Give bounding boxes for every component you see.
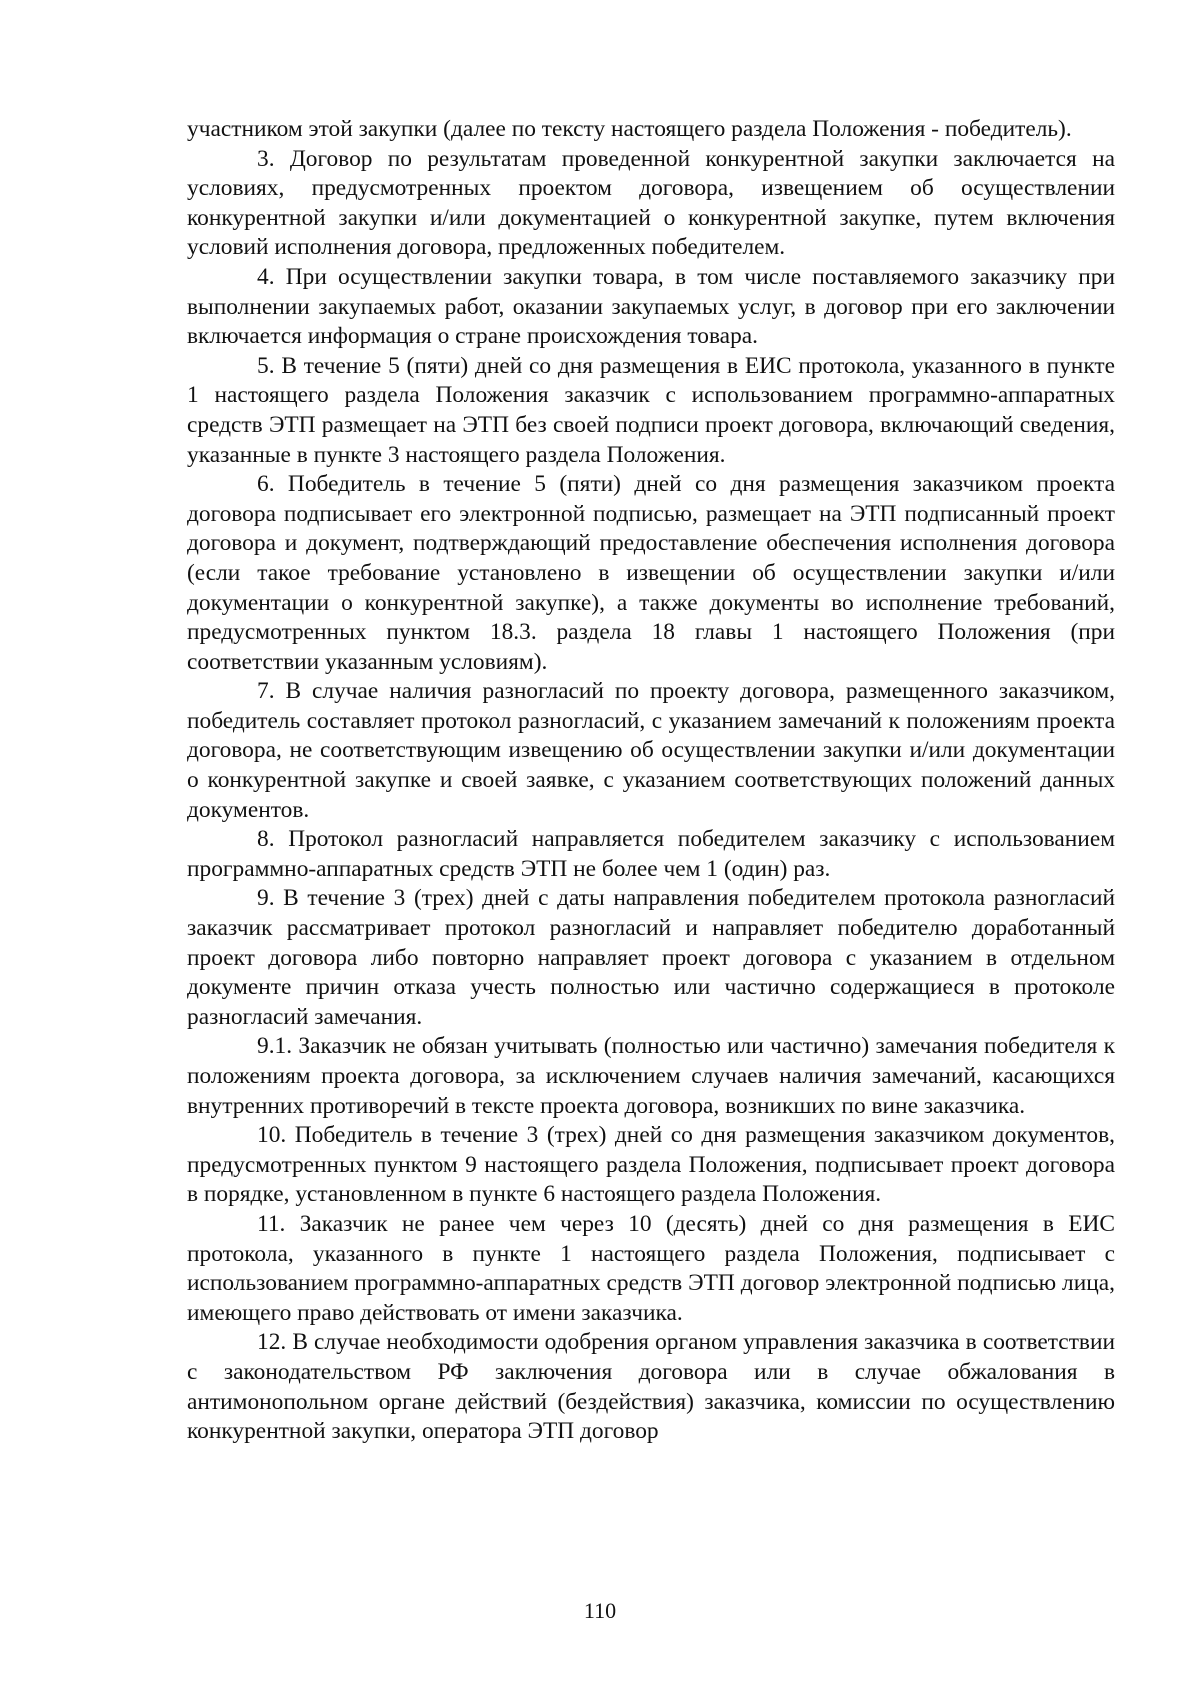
paragraph-item-6: 6. Победитель в течение 5 (пяти) дней со дня размещения заказчиком проекта договора подписывает его электронной подписью, размещает на ЭТП подписанный проект договора и документ, подтверждающий предоставление обеспечения исполнения договора (если такое требование установлено в извещении об осуществлении закупки и/или документации о конкурентной закупке), а также документы во исполнение требований, предусмотренных пунктом 18.3. раздела 18 главы 1 настоящего Положения (при соответствии указанным условиям). bbox=[187, 471, 1115, 675]
paragraph-continuation: участником этой закупки (далее по тексту настоящего раздела Положения - победитель). bbox=[187, 116, 1072, 142]
document-body bbox=[187, 115, 1115, 1447]
paragraph-item-11: 11. Заказчик не ранее чем через 10 (десять) дней со дня размещения в ЕИС протокола, указанного в пункте 1 настоящего раздела Положения, подписывает с использованием программно-аппаратных средств ЭТП договор электронной подписью лица, имеющего право действовать от имени заказчика. bbox=[187, 1210, 1115, 1326]
paragraph-item-8: 8. Протокол разногласий направляется победителем заказчику с использованием программно-аппаратных средств ЭТП не более чем 1 (один) раз. bbox=[187, 826, 1115, 882]
paragraph-item-7: 7. В случае наличия разногласий по проекту договора, размещенного заказчиком, победитель составляет протокол разногласий, с указанием замечаний к положениям проекта договора, не соответствующим извещению об осуществлении закупки и/или документации о конкурентной закупке и своей заявке, с указанием соответствующих положений данных документов. bbox=[187, 678, 1115, 823]
paragraph-item-9-1: 9.1. Заказчик не обязан учитывать (полностью или частично) замечания победителя к положениям проекта договора, за исключением случаев наличия замечаний, касающихся внутренних противоречий в тексте проекта договора, возникших по вине заказчика. bbox=[187, 1033, 1115, 1119]
paragraph-item-12: 12. В случае необходимости одобрения органом управления заказчика в соответствии с законодательством РФ заключения договора или в случае обжалования в антимонопольном органе действий (бездействия) заказчика, комиссии по осуществлению конкурентной закупки, оператора ЭТП договор bbox=[187, 1329, 1115, 1445]
paragraph-item-10: 10. Победитель в течение 3 (трех) дней со дня размещения заказчиком документов, предусмотренных пунктом 9 настоящего раздела Положения, подписывает проект договора в порядке, установленном в пункте 6 настоящего раздела Положения. bbox=[187, 1122, 1115, 1208]
paragraph-item-3: 3. Договор по результатам проведенной конкурентной закупки заключается на условиях, предусмотренных проектом договора, извещением об осуществлении конкурентной закупки и/или документацией о конкурентной закупке, путем включения условий исполнения договора, предложенных победителем. bbox=[187, 145, 1115, 261]
paragraph-item-4: 4. При осуществлении закупки товара, в том числе поставляемого заказчику при выполнении закупаемых работ, оказании закупаемых услуг, в договор при его заключении включается информация о стране происхождения товара. bbox=[187, 263, 1115, 350]
paragraph-item-9: 9. В течение 3 (трех) дней с даты направления победителем протокола разногласий заказчик рассматривает протокол разногласий и направляет победителю доработанный проект договора либо повторно направляет проект договора с указанием в отдельном документе причин отказа учесть полностью или частично содержащиеся в протоколе разногласий замечания. bbox=[187, 885, 1115, 1030]
paragraph-item-5: 5. В течение 5 (пяти) дней со дня размещения в ЕИС протокола, указанного в пункте 1 настоящего раздела Положения заказчик с использованием программно-аппаратных средств ЭТП размещает на ЭТП без своей подписи проект договора, включающий сведения, указанные в пункте 3 настоящего раздела Положения. bbox=[187, 352, 1115, 468]
page-number: 110 bbox=[583, 1598, 617, 1623]
